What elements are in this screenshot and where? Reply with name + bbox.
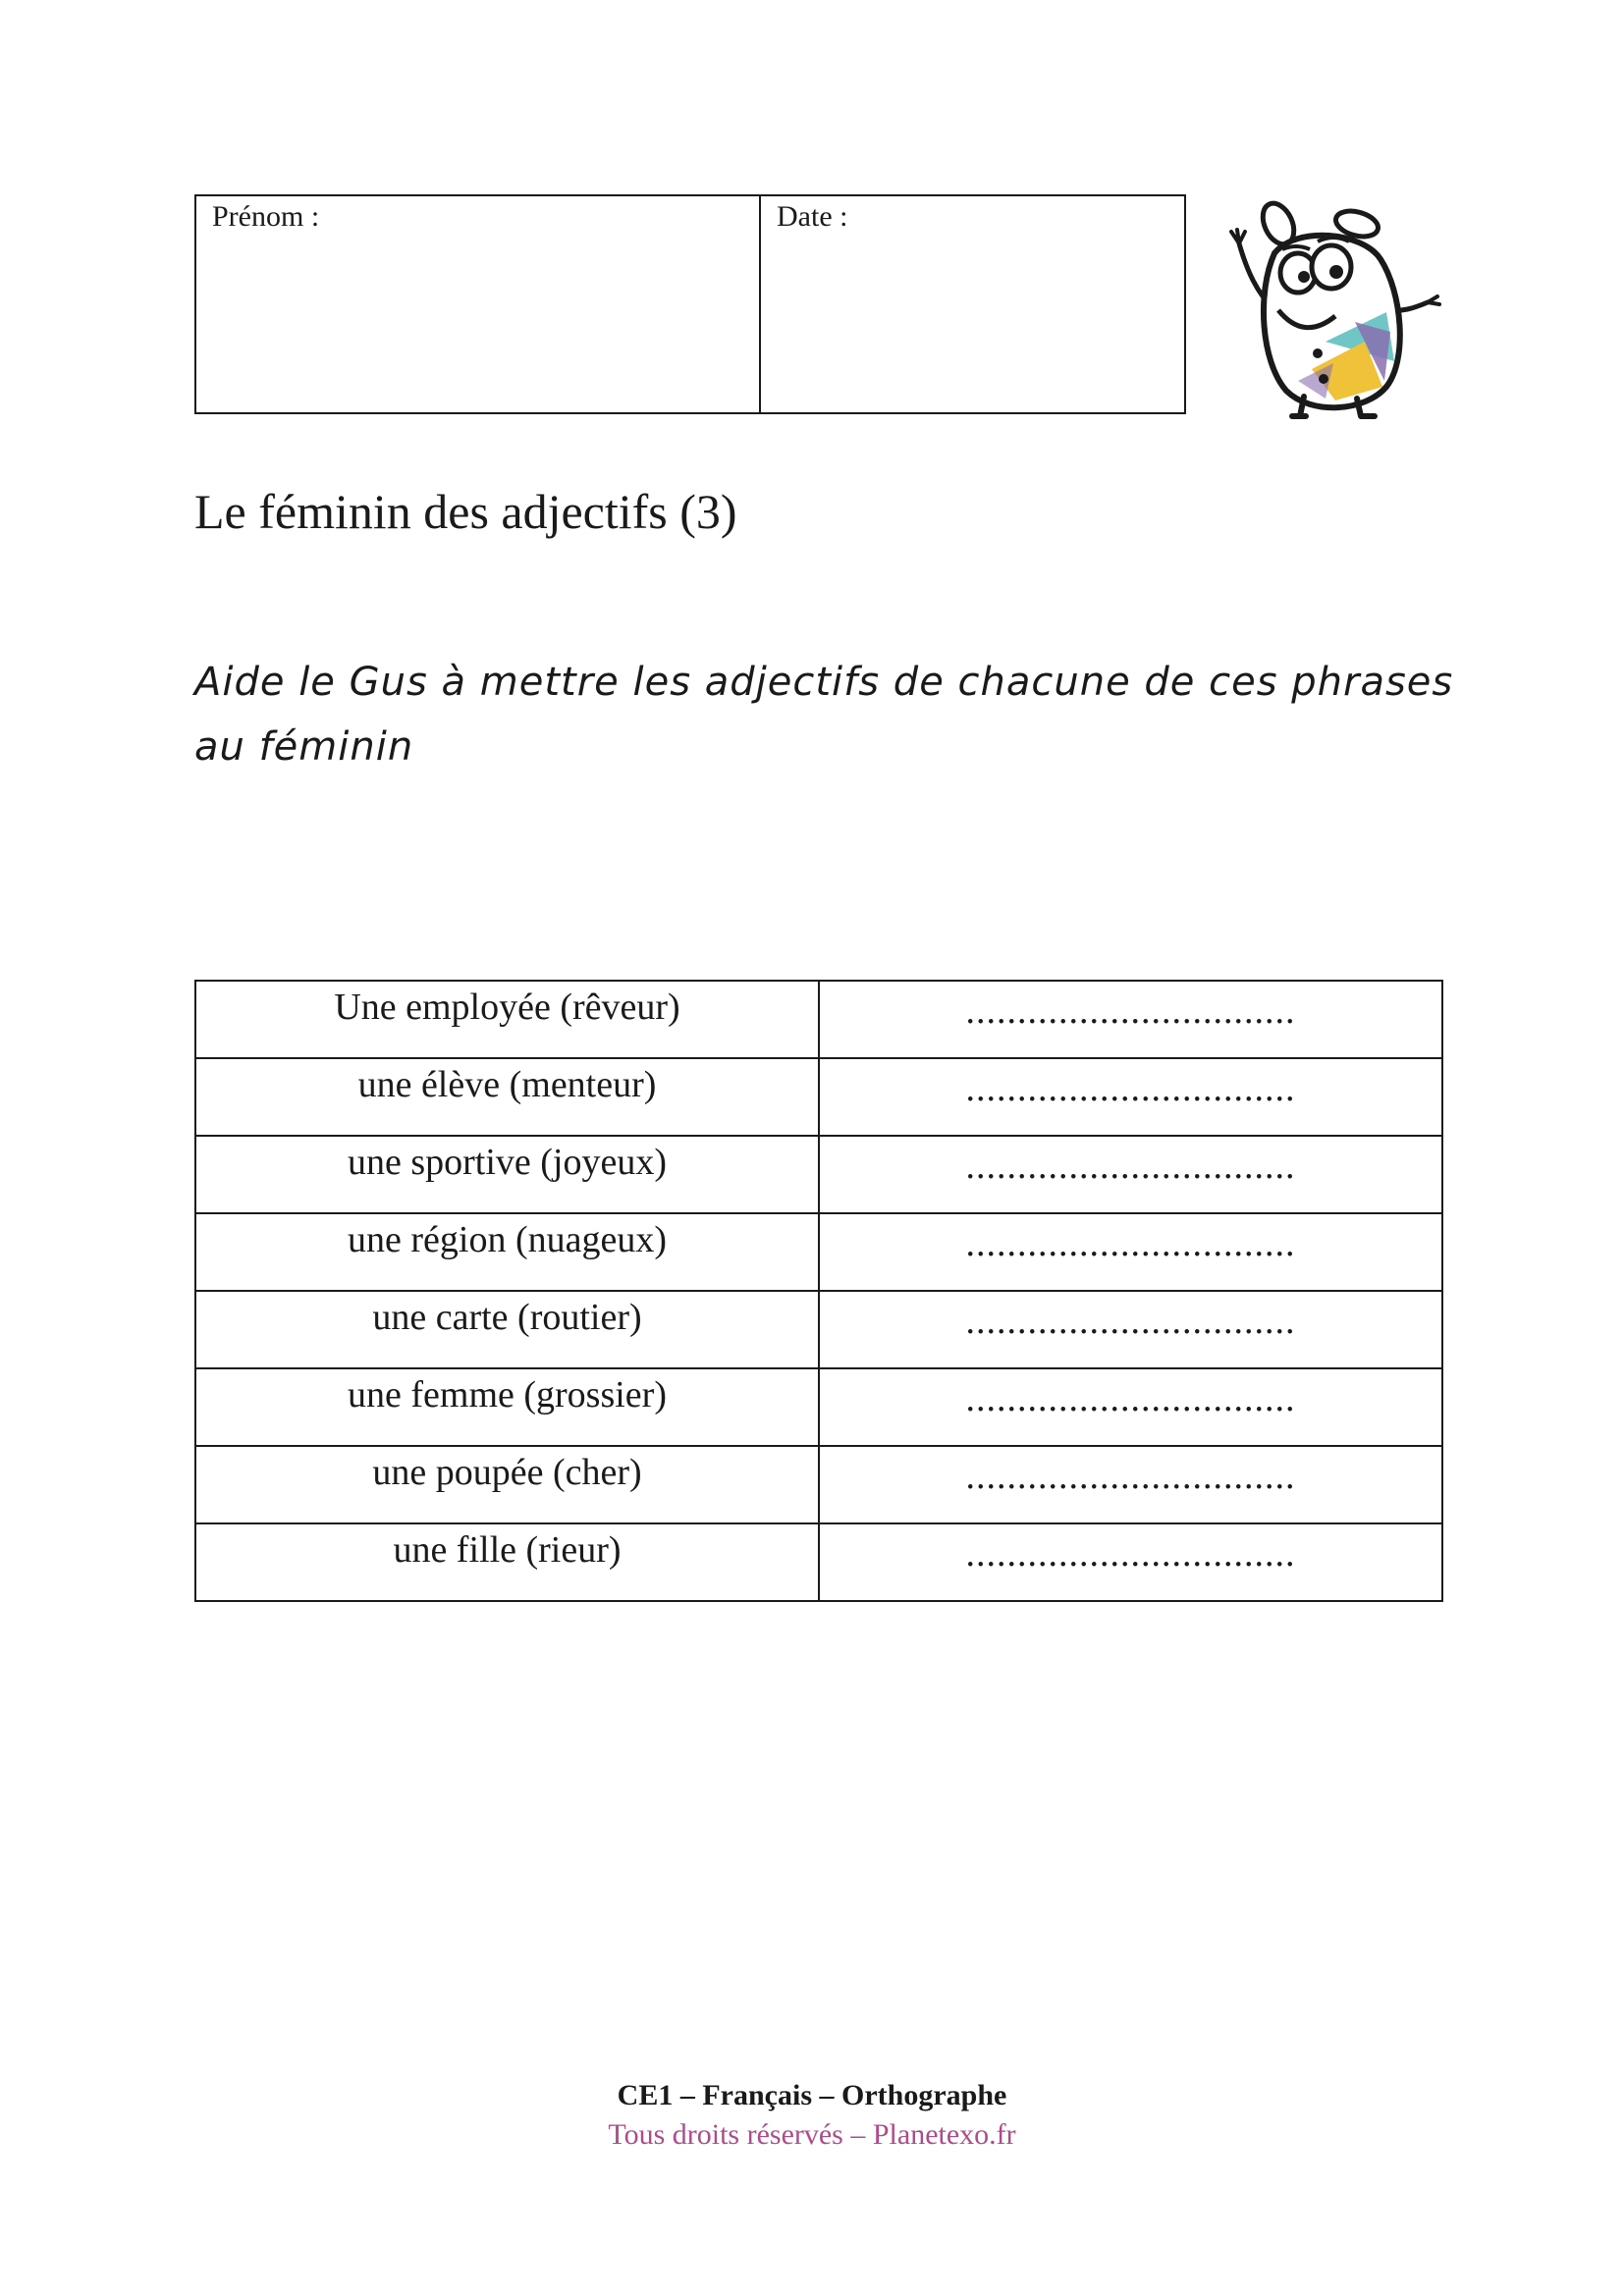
exercise-phrase: une femme (grossier) [195,1368,819,1446]
exercise-phrase: une sportive (joyeux) [195,1136,819,1213]
prenom-field[interactable] [196,196,761,412]
exercise-phrase: une poupée (cher) [195,1446,819,1523]
answer-blank[interactable]: ................................ [819,981,1442,1058]
date-field[interactable] [761,196,1184,412]
answer-blank[interactable]: ................................ [819,1136,1442,1213]
answer-blank[interactable]: ................................ [819,1213,1442,1291]
table-row [195,1523,1442,1601]
table-row [195,1213,1442,1291]
page-title: Le féminin des adjectifs (3) [194,484,737,539]
exercise-phrase: une fille (rieur) [195,1523,819,1601]
exercise-phrase: une région (nuageux) [195,1213,819,1291]
date-label: Date : [777,200,848,233]
answer-blank[interactable]: ................................ [819,1523,1442,1601]
exercise-phrase: une carte (routier) [195,1291,819,1368]
table-row [195,1291,1442,1368]
table-row [195,981,1442,1058]
answer-blank[interactable]: ................................ [819,1368,1442,1446]
table-row [195,1368,1442,1446]
exercise-phrase: Une employée (rêveur) [195,981,819,1058]
student-info-box [194,194,1186,414]
footer-subject: CE1 – Français – Orthographe [617,2079,1007,2111]
exercise-table [194,980,1443,1602]
exercise-phrase: une élève (menteur) [195,1058,819,1136]
table-row [195,1058,1442,1136]
table-row [195,1136,1442,1213]
answer-blank[interactable]: ................................ [819,1446,1442,1523]
exercise-instruction: Aide le Gus à mettre les adjectifs de chacune de ces phrases au féminin [194,660,1454,770]
answer-blank[interactable]: ................................ [819,1058,1442,1136]
answer-blank[interactable]: ................................ [819,1291,1442,1368]
gus-mascot-icon [1218,194,1445,420]
footer-copyright[interactable]: Tous droits réservés – Planetexo.fr [608,2118,1016,2151]
prenom-label: Prénom : [212,200,320,233]
table-row [195,1446,1442,1523]
